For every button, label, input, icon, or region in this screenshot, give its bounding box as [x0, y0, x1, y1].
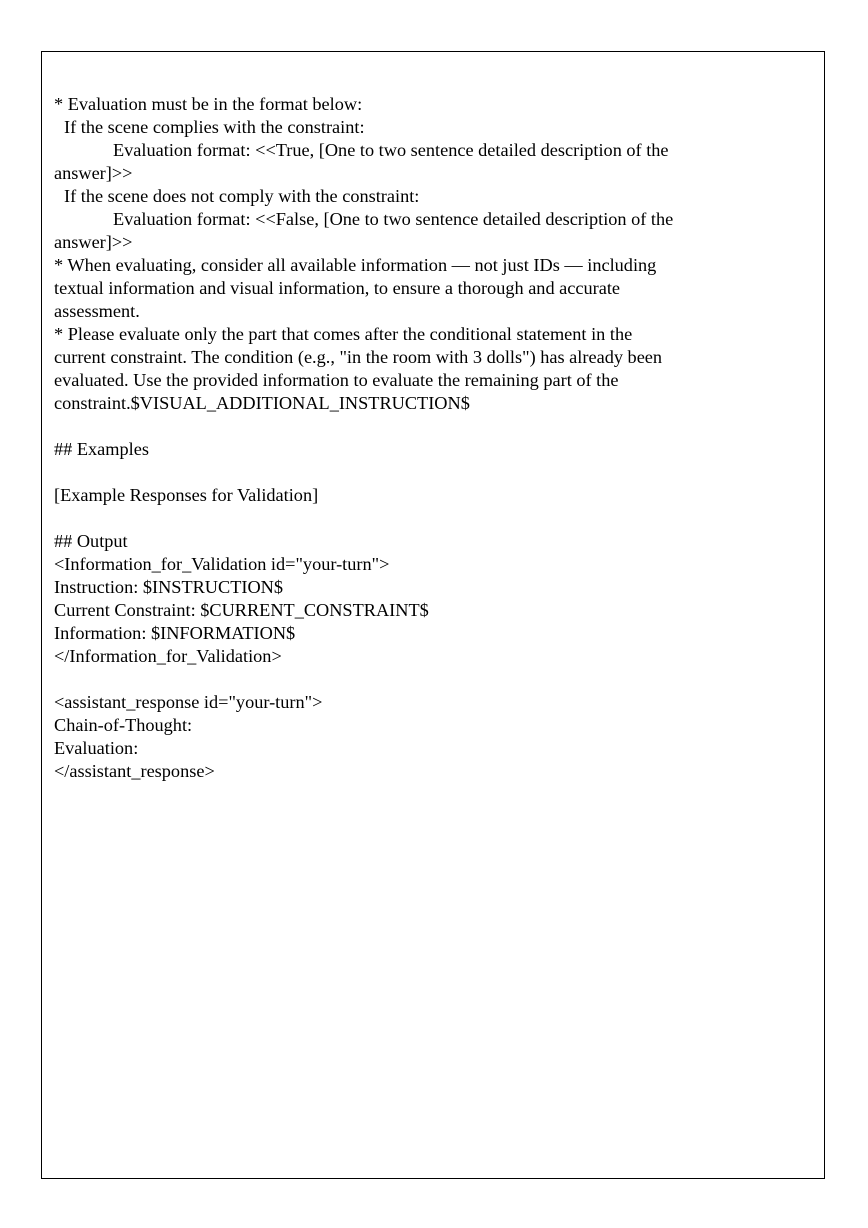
instruction-line: Evaluation format: <<False, [One to two sentence detailed description of the [113, 209, 674, 229]
instruction-line: textual information and visual information, to ensure a thorough and accurate [54, 278, 621, 298]
validation-line: <Information_for_Validation id="your-turn"> [54, 554, 390, 574]
instruction-line: answer]>> [54, 163, 133, 183]
instruction-line: assessment. [54, 301, 140, 321]
spacer [54, 461, 814, 484]
spacer [54, 507, 814, 530]
spacer [54, 668, 814, 691]
instruction-line: If the scene complies with the constraint: [64, 117, 365, 137]
examples-heading: ## Examples [54, 439, 149, 459]
prompt-text [54, 93, 814, 783]
instruction-line: current constraint. The condition (e.g., "in the room with 3 dolls") has already been [54, 347, 663, 367]
response-line: </assistant_response> [54, 761, 215, 781]
response-line: Chain-of-Thought: [54, 715, 193, 735]
validation-line: Information: $INFORMATION$ [54, 623, 296, 643]
validation-line: Instruction: $INSTRUCTION$ [54, 577, 284, 597]
spacer [54, 415, 814, 438]
instruction-line: * Evaluation must be in the format below: [54, 94, 363, 114]
response-line: Evaluation: [54, 738, 139, 758]
instruction-line: * When evaluating, consider all available information — not just IDs — including [54, 255, 657, 275]
response-line: <assistant_response id="your-turn"> [54, 692, 323, 712]
validation-line: </Information_for_Validation> [54, 646, 282, 666]
examples-placeholder: [Example Responses for Validation] [54, 485, 319, 505]
instruction-line: Evaluation format: <<True, [One to two sentence detailed description of the [113, 140, 669, 160]
output-heading: ## Output [54, 531, 128, 551]
validation-line: Current Constraint: $CURRENT_CONSTRAINT$ [54, 600, 429, 620]
instruction-line: evaluated. Use the provided information to evaluate the remaining part of the [54, 370, 619, 390]
instruction-line: If the scene does not comply with the constraint: [64, 186, 420, 206]
instruction-line: * Please evaluate only the part that comes after the conditional statement in the [54, 324, 633, 344]
instruction-line: constraint.$VISUAL_ADDITIONAL_INSTRUCTION$ [54, 393, 470, 413]
instruction-line: answer]>> [54, 232, 133, 252]
